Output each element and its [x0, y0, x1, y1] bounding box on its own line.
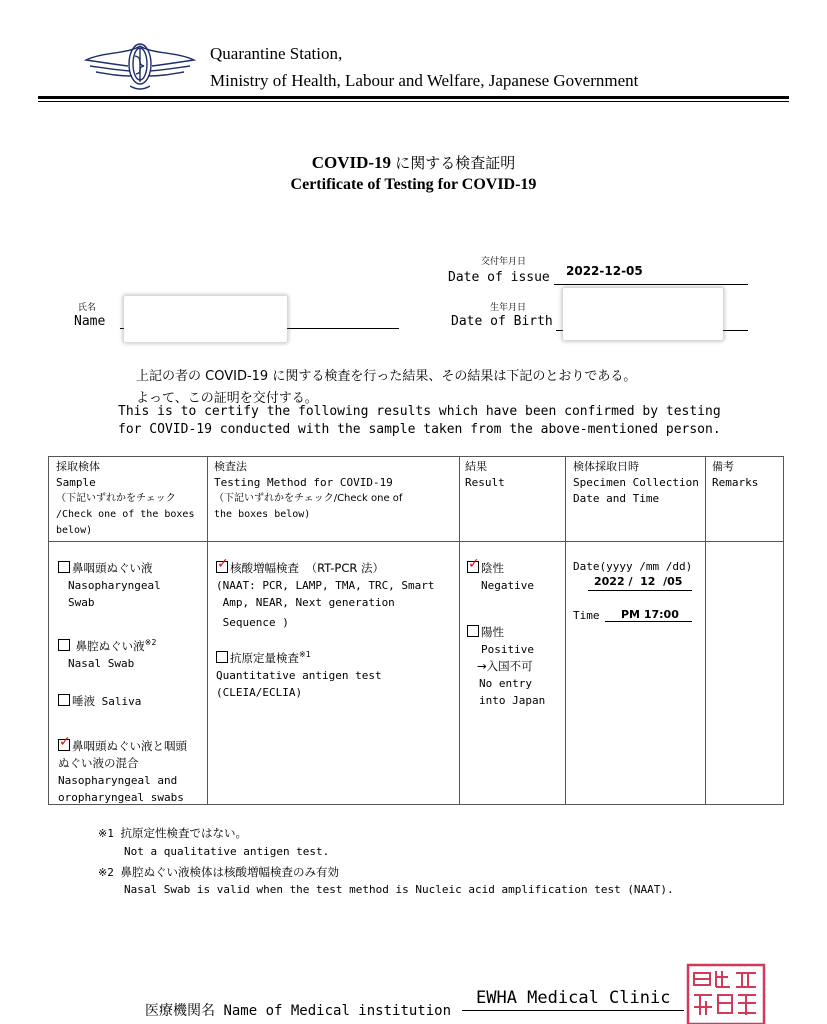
note-1-jp-text: 抗原定性検査ではない。	[120, 826, 247, 840]
sample-0-jp: 鼻咽頭ぬぐい液	[72, 561, 153, 575]
th-sample-jp: 採取検体	[56, 460, 100, 473]
sample-3-jp: 鼻咽頭ぬぐい液と咽頭	[72, 739, 187, 753]
statement-en-line2: for COVID-19 conducted with the sample taken from the above-mentioned person.	[118, 422, 721, 437]
th-remarks-en: Remarks	[712, 476, 759, 489]
collection-date-value: 2022 / 12 /05	[594, 575, 683, 588]
method-0-en0: （RT-PCR 法）	[305, 561, 385, 575]
note-1-en: Not a qualitative antigen test.	[124, 845, 330, 858]
th-sample	[56, 459, 204, 539]
checkbox-unchecked-icon[interactable]	[467, 625, 479, 637]
note-1-mark: ※1	[98, 827, 114, 840]
col-divider-3	[565, 456, 566, 805]
sample-3-en1: Nasopharyngeal and	[58, 774, 178, 787]
title-en: Certificate of Testing for COVID-19	[290, 176, 537, 193]
th-method	[214, 459, 458, 523]
institution-label-jp: 医療機関名	[145, 1003, 215, 1019]
checkbox-unchecked-icon[interactable]	[58, 639, 70, 651]
sample-option-mixed[interactable]	[58, 734, 187, 806]
method-0-en2: Amp, NEAR, Next generation	[216, 596, 395, 609]
institution-name: EWHA Medical Clinic	[476, 988, 671, 1008]
result-1-en2: →入国不可	[477, 659, 533, 673]
checkbox-unchecked-icon[interactable]	[58, 694, 70, 706]
statement-en-line1: This is to certify the following results which have been confirmed by testing	[118, 404, 721, 419]
th-collection-en2: Date and Time	[573, 492, 660, 505]
method-1-en2: (CLEIA/ECLIA)	[216, 685, 303, 699]
note-2-jp-text: 鼻腔ぬぐい液検体は核酸増幅検査のみ有効	[120, 865, 339, 879]
th-result-en: Result	[465, 476, 505, 489]
result-option-positive[interactable]	[467, 624, 545, 709]
checkbox-unchecked-icon[interactable]	[216, 651, 228, 663]
header-row-divider	[48, 541, 784, 542]
result-1-en1: Positive	[481, 643, 534, 656]
method-option-naat[interactable]	[216, 556, 456, 631]
method-0-jp: 核酸増幅検査	[230, 561, 299, 575]
checkbox-checked-icon[interactable]: ✓	[59, 734, 71, 750]
note-2-mark: ※2	[98, 866, 114, 879]
method-0-en3: Sequence )	[216, 616, 289, 629]
col-divider-2	[459, 456, 460, 805]
th-sample-note-jp: （下記いずれかをチェック	[56, 493, 176, 504]
institution-seal-stamp-icon	[686, 963, 766, 1024]
th-method-jp: 検査法	[214, 460, 247, 473]
statement-jp-line1: 上記の者の COVID-19 に関する検査を行った結果、その結果は下記のとおりである。	[136, 369, 637, 384]
th-method-note2: the boxes below)	[214, 509, 311, 520]
collection-time-value: PM 17:00	[621, 608, 679, 621]
sample-option-saliva[interactable]	[58, 693, 141, 710]
sample-1-en1: Nasal Swab	[68, 656, 135, 670]
name-redaction	[124, 296, 287, 342]
collection-date-underline	[588, 590, 692, 591]
sample-3-en2: oropharyngeal swabs	[58, 791, 184, 804]
col-divider-4	[705, 456, 706, 805]
institution-underline	[462, 1010, 684, 1011]
checkbox-unchecked-icon[interactable]	[58, 561, 70, 573]
sample-2-en1: Saliva	[101, 695, 142, 708]
sample-2-jp: 唾液	[72, 694, 95, 708]
th-remarks	[712, 459, 758, 491]
issue-date-value: 2022-12-05	[566, 264, 643, 278]
th-sample-note-en2: below)	[56, 525, 93, 536]
issue-underline	[554, 284, 748, 285]
method-1-sup: ※1	[299, 650, 311, 659]
org-line-2: Ministry of Health, Labour and Welfare, Japanese Government	[210, 71, 639, 90]
sample-3-jp2: ぬぐい液の混合	[58, 756, 139, 770]
th-collection-jp: 検体採取日時	[573, 460, 639, 473]
name-label-en: Name	[74, 314, 106, 329]
result-1-jp: 陽性	[481, 625, 504, 639]
checkbox-checked-icon[interactable]: ✓	[468, 556, 480, 572]
checkbox-checked-icon[interactable]: ✓	[217, 556, 229, 572]
header-rule-thick	[38, 96, 789, 99]
sample-option-nasopharyngeal[interactable]	[58, 560, 161, 611]
institution-label	[145, 1000, 451, 1020]
result-1-en4: into Japan	[479, 694, 546, 707]
method-1-jp: 抗原定量検査	[230, 650, 299, 665]
result-1-en3: No entry	[479, 677, 532, 690]
header-rule-thin	[38, 101, 789, 102]
statement-jp-line2: よって、この証明を交付する。	[136, 391, 318, 406]
name-label-jp: 氏名	[78, 303, 97, 313]
sample-0-en2: Swab	[68, 596, 95, 609]
th-method-note1: （下記いずれかをチェック/Check one of	[214, 493, 403, 504]
th-result-jp: 結果	[465, 460, 487, 473]
sample-0-en1: Nasopharyngeal	[68, 579, 161, 592]
sample-1-sup: ※2	[144, 638, 157, 647]
sample-option-nasal[interactable]	[58, 634, 156, 672]
th-sample-en: Sample	[56, 476, 96, 489]
th-result	[465, 459, 505, 491]
birth-label-jp: 生年月日	[490, 303, 527, 313]
sample-1-jp: 鼻腔ぬぐい液	[72, 638, 145, 653]
note-2-en: Nasal Swab is valid when the test method is Nucleic acid amplification test (NAAT).	[124, 883, 674, 896]
birth-label-en: Date of Birth	[451, 314, 553, 329]
th-collection	[573, 459, 699, 507]
col-divider-1	[207, 456, 208, 805]
issue-label-jp: 交付年月日	[481, 257, 527, 267]
org-line-1: Quarantine Station,	[210, 44, 343, 63]
result-0-en1: Negative	[481, 579, 534, 592]
result-option-negative[interactable]	[467, 556, 534, 594]
th-collection-en1: Specimen Collection	[573, 476, 699, 489]
th-method-en: Testing Method for COVID-19	[214, 476, 393, 489]
title-jp	[0, 152, 827, 173]
collection-date-label: Date(yyyy /mm /dd)	[573, 560, 693, 573]
note-1-jp	[98, 825, 247, 841]
birth-redaction	[563, 288, 723, 340]
issue-label-en: Date of issue	[448, 270, 550, 285]
winged-emblem-icon	[82, 38, 198, 94]
method-1-en1: Quantitative antigen test	[216, 668, 382, 682]
th-sample-note-en1: /Check one of the boxes	[56, 509, 195, 520]
title-jp-suffix: に関する検査証明	[395, 154, 516, 172]
collection-time-label: Time	[573, 609, 600, 622]
result-0-jp: 陰性	[481, 561, 504, 575]
method-0-en1: (NAAT: PCR, LAMP, TMA, TRC, Smart	[216, 579, 435, 592]
note-2-jp	[98, 864, 339, 880]
title-jp-prefix: COVID-19	[311, 153, 392, 172]
th-remarks-jp: 備考	[712, 460, 734, 473]
institution-label-en: Name of Medical institution	[223, 1003, 452, 1019]
method-option-antigen[interactable]	[216, 646, 456, 701]
collection-time-underline	[605, 621, 692, 622]
